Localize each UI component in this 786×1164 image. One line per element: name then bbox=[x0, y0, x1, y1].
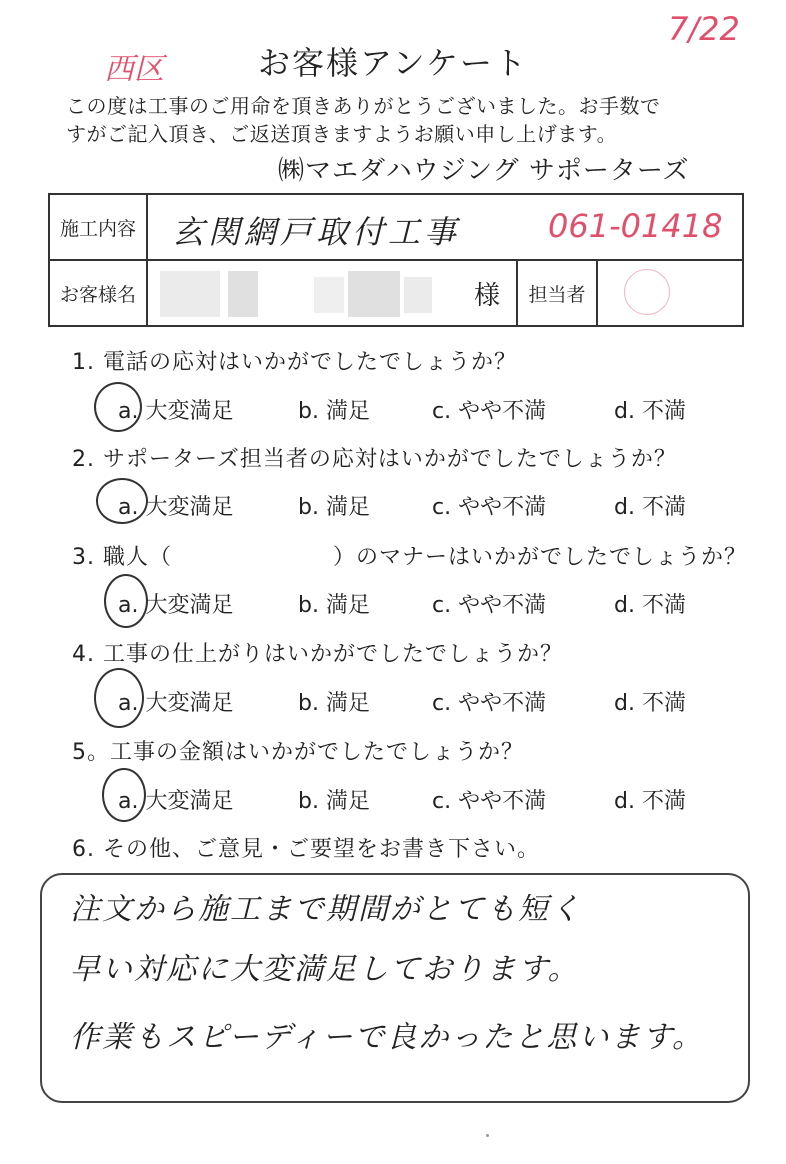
work-label: 施工内容 bbox=[50, 195, 148, 261]
question-1: 1. 電話の応対はいかがでしたでしょうか？ bbox=[72, 350, 517, 375]
info-table bbox=[48, 193, 744, 327]
q1-option-d[interactable]: d. 不満 bbox=[614, 399, 686, 424]
redacted-block bbox=[314, 277, 344, 313]
q1-option-a[interactable]: a. 大変満足 bbox=[118, 399, 234, 424]
q3-option-c[interactable]: c. やや不満 bbox=[432, 593, 547, 618]
q4-option-c[interactable]: c. やや不満 bbox=[432, 691, 547, 716]
work-code: 061-01418 bbox=[548, 207, 723, 245]
question-5: 5。工事の金額はいかがでしたでしょうか？ bbox=[72, 740, 524, 765]
q1-option-c[interactable]: c. やや不満 bbox=[432, 399, 547, 424]
date-note: 7/22 bbox=[668, 10, 740, 48]
q5-option-b[interactable]: b. 満足 bbox=[298, 789, 370, 814]
area-note: 西区 bbox=[104, 52, 164, 87]
q2-option-d[interactable]: d. 不満 bbox=[614, 495, 686, 520]
question-6: 6. その他、ご意見・ご要望をお書き下さい。 bbox=[72, 837, 540, 862]
intro-line-1: この度は工事のご用命を頂きありがとうございました。お手数で bbox=[66, 94, 661, 118]
question-3: 3. 職人（ ）のマナーはいかがでしたでしょうか？ bbox=[72, 545, 747, 570]
q4-option-b[interactable]: b. 満足 bbox=[298, 691, 370, 716]
q4-option-d[interactable]: d. 不満 bbox=[614, 691, 686, 716]
staff-stamp bbox=[624, 269, 670, 315]
redacted-block bbox=[160, 271, 220, 317]
question-4: 4. 工事の仕上がりはいかがでしたでしょうか？ bbox=[72, 642, 563, 667]
q2-option-b[interactable]: b. 満足 bbox=[298, 495, 370, 520]
q5-option-c[interactable]: c. やや不満 bbox=[432, 789, 547, 814]
comment-line-1: 注文から施工まで期間がとても短く bbox=[70, 892, 582, 927]
honorific: 様 bbox=[474, 281, 501, 311]
comment-line-3: 作業もスピーディーで良かったと思います。 bbox=[70, 1020, 704, 1055]
q2-option-a[interactable]: a. 大変満足 bbox=[118, 495, 234, 520]
scan-dot bbox=[486, 1134, 489, 1137]
q1-option-b[interactable]: b. 満足 bbox=[298, 399, 370, 424]
intro-line-2: すがご記入頂き、ご返送頂きますようお願い申し上げます。 bbox=[66, 122, 618, 146]
work-value-cell[interactable] bbox=[148, 195, 742, 261]
q3-option-b[interactable]: b. 満足 bbox=[298, 593, 370, 618]
customer-name-cell[interactable] bbox=[148, 261, 518, 325]
staff-label: 担当者 bbox=[518, 261, 598, 325]
q3-option-d[interactable]: d. 不満 bbox=[614, 593, 686, 618]
q4-option-a[interactable]: a. 大変満足 bbox=[118, 691, 234, 716]
q2-option-c[interactable]: c. やや不満 bbox=[432, 495, 547, 520]
staff-stamp-cell[interactable] bbox=[598, 261, 742, 325]
page-title: お客様アンケート bbox=[257, 44, 529, 82]
company-name: ㈱マエダハウジング サポーターズ bbox=[278, 156, 690, 186]
work-value: 玄関網戸取付工事 bbox=[172, 213, 461, 251]
question-2: 2. サポーターズ担当者の応対はいかがでしたでしょうか？ bbox=[72, 447, 677, 472]
redacted-block bbox=[404, 277, 432, 313]
q5-option-a[interactable]: a. 大変満足 bbox=[118, 789, 234, 814]
comment-line-2: 早い対応に大変満足しております。 bbox=[70, 952, 580, 987]
customer-label: お客様名 bbox=[50, 261, 148, 325]
q5-option-d[interactable]: d. 不満 bbox=[614, 789, 686, 814]
q3-option-a[interactable]: a. 大変満足 bbox=[118, 593, 234, 618]
redacted-block bbox=[348, 271, 400, 317]
redacted-block bbox=[228, 271, 258, 317]
